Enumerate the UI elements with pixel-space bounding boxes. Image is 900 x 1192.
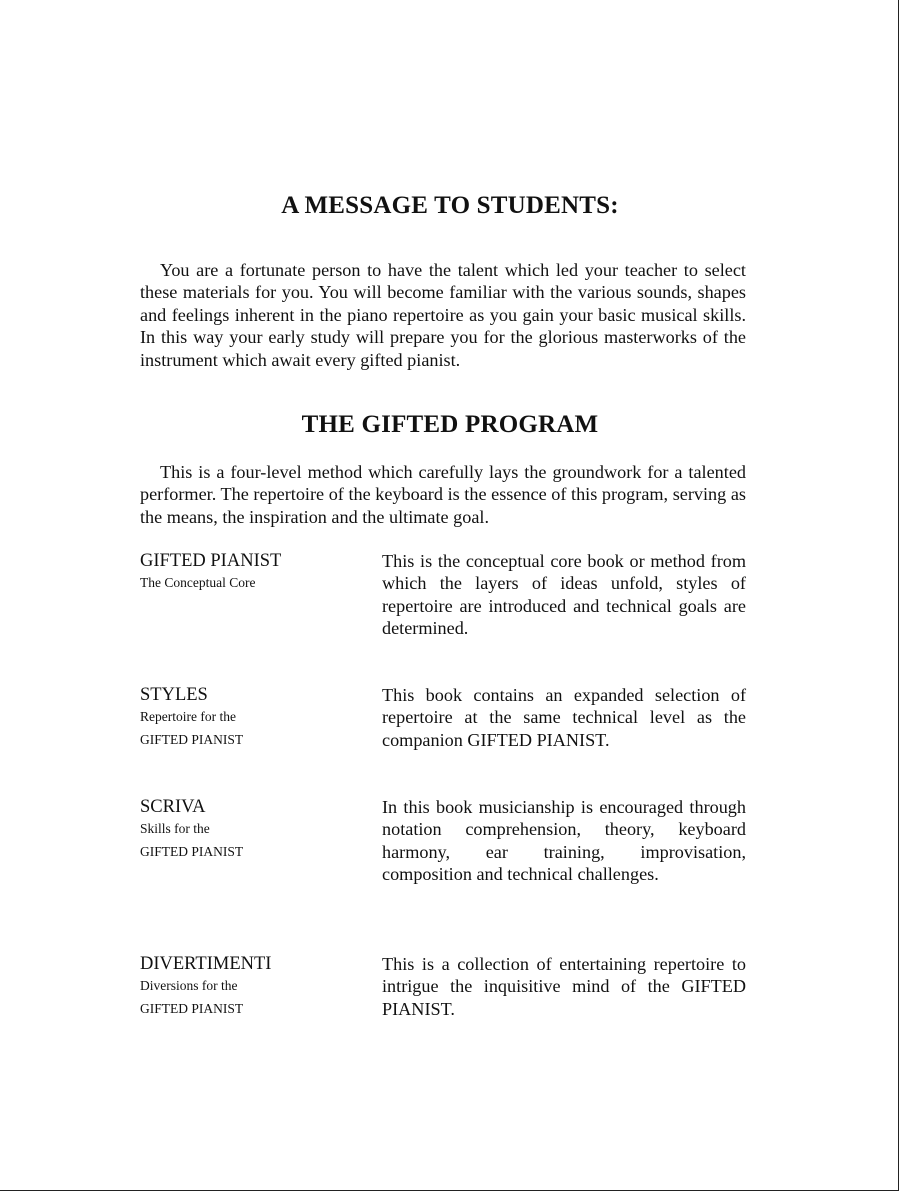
book-subtitle: Diversions for the	[140, 978, 238, 994]
program-paragraph: This is a four-level method which carefully lays the groundwork for a talented performer. The repertoire of the keyboard is the essence of this program, serving as the means, the inspiration and the ultimate goal.	[140, 462, 746, 527]
book-description: This is the conceptual core book or method from which the layers of ideas unfold, styles of repertoire are introduced and technical goals are determined.	[382, 551, 746, 639]
book-title-block	[140, 684, 370, 751]
book-description: This book contains an expanded selection of repertoire at the same technical level as the companion GIFTED PIANIST.	[382, 685, 746, 750]
book-description: This is a collection of entertaining repertoire to intrigue the inquisitive mind of the GIFTED PIANIST.	[382, 954, 746, 1019]
program-heading: THE GIFTED PROGRAM	[301, 411, 599, 438]
book-subtitle: Repertoire for the	[140, 709, 236, 725]
book-subtitle: The Conceptual Core	[140, 575, 256, 591]
book-name: DIVERTIMENTI	[140, 954, 272, 974]
book-subtitle: GIFTED PIANIST	[140, 731, 244, 747]
message-heading: A MESSAGE TO STUDENTS:	[281, 192, 619, 219]
book-name: SCRIVA	[140, 797, 206, 817]
message-paragraph: You are a fortunate person to have the talent which led your teacher to select these materials for you. You will become familiar with the various sounds, shapes and feelings inherent in the piano repertoire as you gain your basic musical skills. In this way your early study will prepare you for the glorious masterworks of the instrument which await every gifted pianist.	[140, 260, 746, 370]
book-title-block	[140, 953, 370, 1020]
book-subtitle: GIFTED PIANIST	[140, 1000, 244, 1016]
book-description: In this book musicianship is encouraged through notation comprehension, theory, keyboard harmony, ear training, improvisation, composition and technical challenges.	[382, 797, 746, 885]
book-name: GIFTED PIANIST	[140, 551, 282, 571]
book-name: STYLES	[140, 685, 208, 705]
book-subtitle: GIFTED PIANIST	[140, 843, 244, 859]
book-title-block	[140, 796, 370, 863]
book-subtitle: Skills for the	[140, 821, 210, 837]
book-title-block	[140, 550, 370, 595]
